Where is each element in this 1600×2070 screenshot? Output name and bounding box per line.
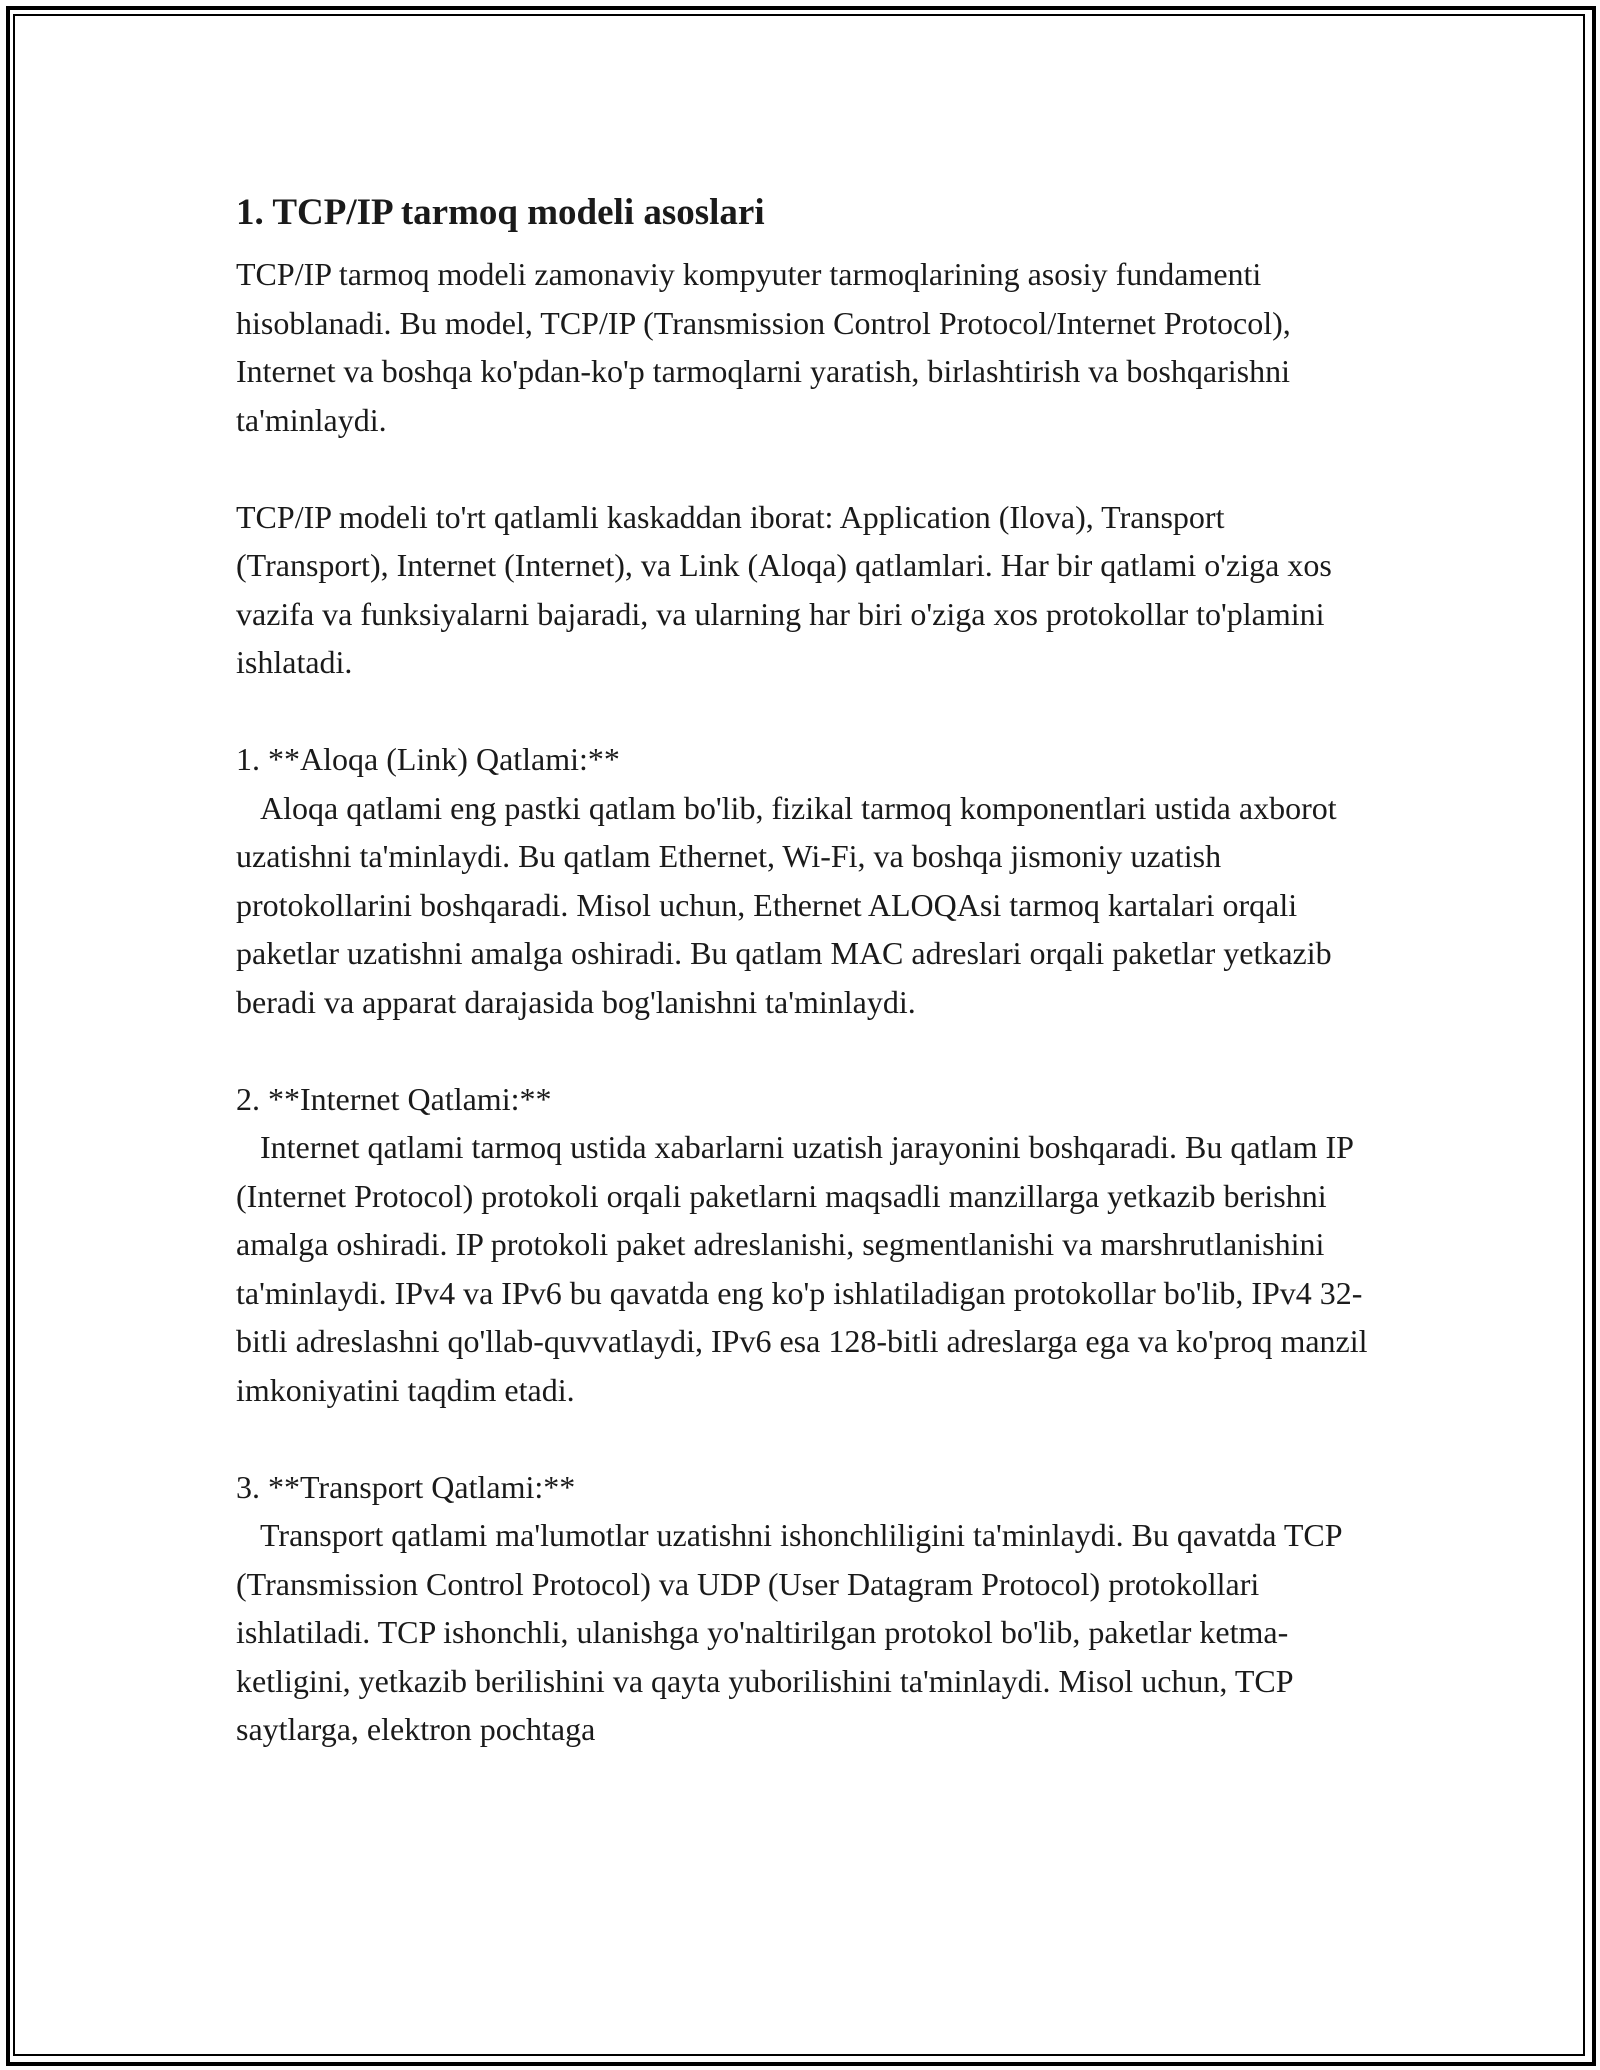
page-title: 1. TCP/IP tarmoq modeli asoslari (236, 192, 765, 233)
section-internet-layer (236, 1075, 1376, 1415)
intro-paragraph: TCP/IP tarmoq modeli zamonaviy kompyuter tarmoqlarining asosiy fundamenti hisoblanadi. Bu model, TCP/IP (Transmission Control Protocol/Internet Protocol), Internet va boshqa ko'pdan-ko'p tarmoqlarni yaratish, birlashtirish va boshqarishni ta'minlaydi. (236, 256, 1299, 438)
section-link-layer (236, 735, 1376, 1026)
section-heading: 1. **Aloqa (Link) Qatlami:** (236, 741, 620, 777)
section-heading: 2. **Internet Qatlami:** (236, 1080, 552, 1117)
section-transport-layer (236, 1463, 1376, 1754)
section-body: Internet qatlami tarmoq ustida xabarlarni uzatish jarayonini boshqaradi. Bu qatlam IP (Internet Protocol) protokoli orqali paketlarni maqsadli manzillarga yetkazib berishni amalga oshiradi. IP protokoli paket adreslanishi, segmentlanishi va marshrutlanishini ta'minlaydi. IPv4 va IPv6 bu qavatda eng ko'p ishlatiladigan protokollar bo'lib, IPv4 32-bitli adreslashni qo'llab-quvvatlaydi, IPv6 esa 128-bitli adreslarga ega va ko'proq manzil imkoniyatini taqdim etadi. (236, 1129, 1376, 1408)
section-heading: 3. **Transport Qatlami:** (236, 1468, 576, 1505)
layers-overview-paragraph: TCP/IP modeli to'rt qatlamli kaskaddan iborat: Application (Ilova), Transport (Transport), Internet (Internet), va Link (Aloqa) qatlamlari. Har bir qatlami o'ziga xos vazifa va funksiyalarni bajaradi, va ularning har biri o'ziga xos protokollar to'plamini ishlatadi. (236, 498, 1340, 680)
section-body: Aloqa qatlami eng pastki qatlam bo'lib, fizikal tarmoq komponentlari ustida axborot uzatishni ta'minlaydi. Bu qatlam Ethernet, Wi-Fi, va boshqa jismoniy uzatish protokollarini boshqaradi. Misol uchun, Ethernet ALOQAsi tarmoq kartalari orqali paketlar uzatishni amalga oshiradi. Bu qatlam MAC adreslari orqali paketlar yetkazib beradi va apparat darajasida bog'lanishni ta'minlaydi. (236, 789, 1345, 1020)
document-body (236, 182, 1376, 1802)
section-body: Transport qatlami ma'lumotlar uzatishni ishonchliligini ta'minlaydi. Bu qavatda TCP (Transmission Control Protocol) va UDP (User Datagram Protocol) protokollari ishlatiladi. TCP ishonchli, ulanishga yo'naltirilgan protokol bo'lib, paketlar ketma-ketligini, yetkazib berilishini va qayta yuborilishini ta'minlaydi. Misol uchun, TCP saytlarga, elektron pochtaga (236, 1517, 1350, 1747)
